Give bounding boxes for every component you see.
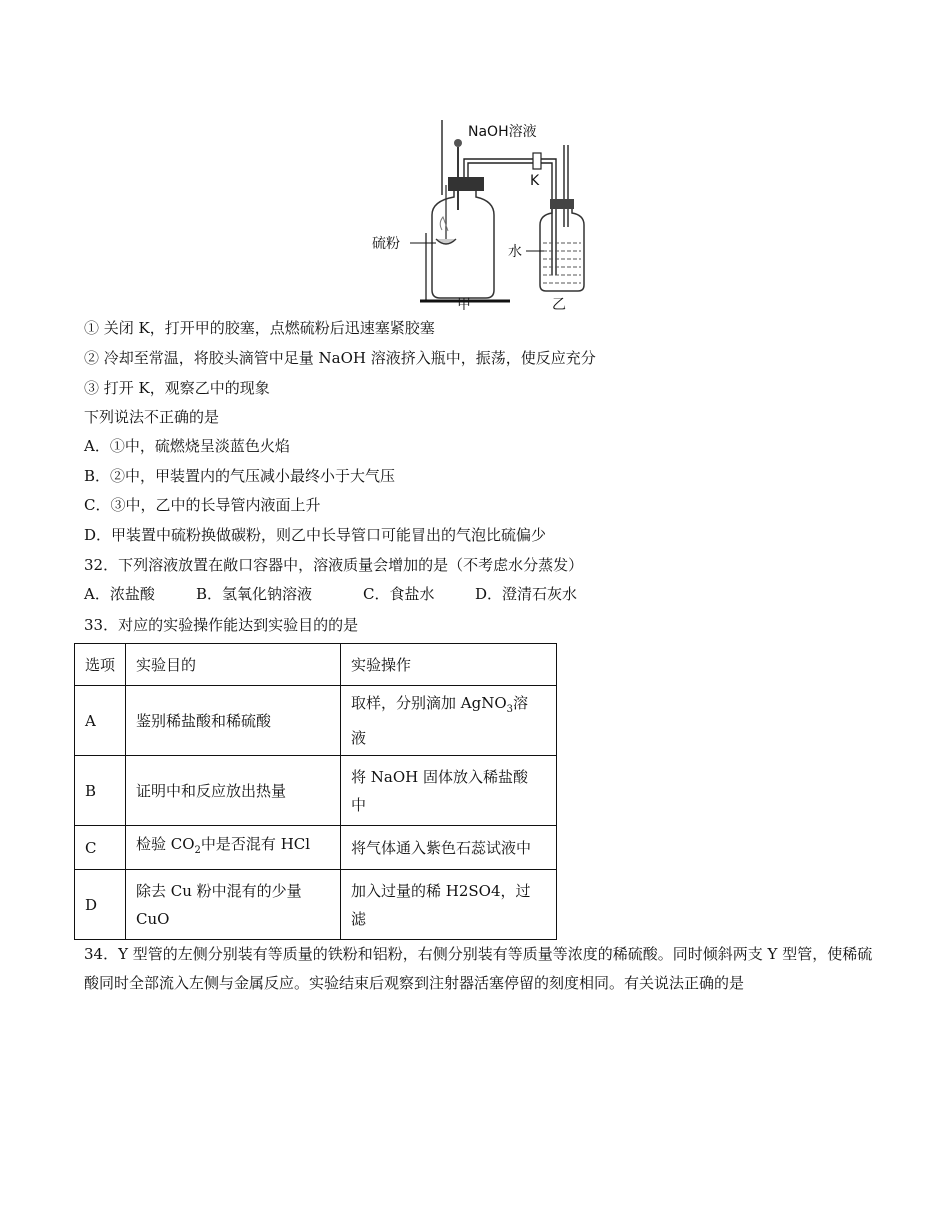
row-operation: 将 NaOH 固体放入稀盐酸 中 bbox=[341, 756, 557, 826]
bottle-jia-label: 甲 bbox=[457, 297, 471, 310]
apparatus-figure bbox=[360, 115, 600, 310]
q31-option-a: A．①中，硫燃烧呈淡蓝色火焰 bbox=[84, 437, 290, 455]
q31-stem: 下列说法不正确的是 bbox=[84, 408, 220, 426]
row-purpose: 除去 Cu 粉中混有的少量 CuO bbox=[126, 870, 341, 940]
table-row bbox=[75, 870, 557, 940]
k-label: K bbox=[530, 173, 540, 189]
stopper-yi bbox=[550, 199, 574, 209]
experiment-table bbox=[74, 643, 557, 940]
row-purpose: 检验 $CO_2$中是否混有 HCl bbox=[126, 826, 341, 870]
q32-options bbox=[84, 584, 577, 604]
header-purpose: 实验目的 bbox=[126, 644, 341, 686]
q34-stem: 34．Y 型管的左侧分别装有等质量的铁粉和铝粉，右侧分别装有等质量等浓度的稀硫酸。同时倾斜两支 Y 型管，使稀硫酸同时全部流入左侧与金属反应。实验结束后观察到注射器活塞停留的刻度相同。有关说法正确的是 bbox=[84, 945, 873, 992]
step-1: ① 关闭 K，打开甲的胶塞，点燃硫粉后迅速塞紧胶塞 bbox=[84, 319, 435, 337]
q32-option-c: C．食盐水 bbox=[363, 585, 435, 603]
row-option: D bbox=[75, 870, 126, 940]
sulfur-label: 硫粉 bbox=[372, 236, 400, 252]
table-row bbox=[75, 756, 557, 826]
apparatus-diagram bbox=[360, 115, 600, 310]
row-option: B bbox=[75, 756, 126, 826]
q32-option-a: A．浓盐酸 bbox=[84, 585, 155, 603]
water-lines bbox=[543, 243, 581, 283]
step-2: ② 冷却至常温，将胶头滴管中足量 NaOH 溶液挤入瓶中，振荡，使反应充分 bbox=[84, 349, 596, 367]
row-operation: 取样，分别滴加 AgNO$_3$溶 液 bbox=[341, 686, 557, 756]
table-row bbox=[75, 826, 557, 870]
q33-stem: 33．对应的实验操作能达到实验目的的是 bbox=[84, 616, 359, 634]
q31-option-d: D．甲装置中硫粉换做碳粉，则乙中长导管口可能冒出的气泡比硫偏少 bbox=[84, 526, 547, 544]
table-header-row bbox=[75, 644, 557, 686]
table-row bbox=[75, 686, 557, 756]
clamp-k bbox=[533, 153, 541, 169]
bottle-yi bbox=[540, 209, 584, 291]
bottle-jia bbox=[432, 191, 494, 298]
row-operation: 加入过量的稀 H2SO4，过 滤 bbox=[341, 870, 557, 940]
row-purpose: 证明中和反应放出热量 bbox=[126, 756, 341, 826]
q31-option-b: B．②中，甲装置内的气压减小最终小于大气压 bbox=[84, 467, 396, 485]
naoh-label: NaOH溶液 bbox=[468, 124, 537, 140]
q32-stem: 32．下列溶液放置在敞口容器中，溶液质量会增加的是（不考虑水分蒸发） bbox=[84, 556, 584, 574]
stopper-jia bbox=[448, 177, 484, 191]
row-purpose: 鉴别稀盐酸和稀硫酸 bbox=[126, 686, 341, 756]
water-label: 水 bbox=[508, 244, 522, 260]
bottle-yi-label: 乙 bbox=[552, 297, 566, 310]
row-option: C bbox=[75, 826, 126, 870]
header-option: 选项 bbox=[75, 644, 126, 686]
q31-option-c: C．③中，乙中的长导管内液面上升 bbox=[84, 496, 321, 514]
step-3: ③ 打开 K，观察乙中的现象 bbox=[84, 379, 270, 397]
row-option: A bbox=[75, 686, 126, 756]
sulfur-spoon bbox=[436, 239, 456, 244]
header-operation: 实验操作 bbox=[341, 644, 557, 686]
q32-option-b: B．氢氧化钠溶液 bbox=[196, 585, 313, 603]
dropper-bulb bbox=[454, 139, 462, 147]
row-operation: 将气体通入紫色石蕊试液中 bbox=[341, 826, 557, 870]
q32-option-d: D．澄清石灰水 bbox=[475, 585, 578, 603]
